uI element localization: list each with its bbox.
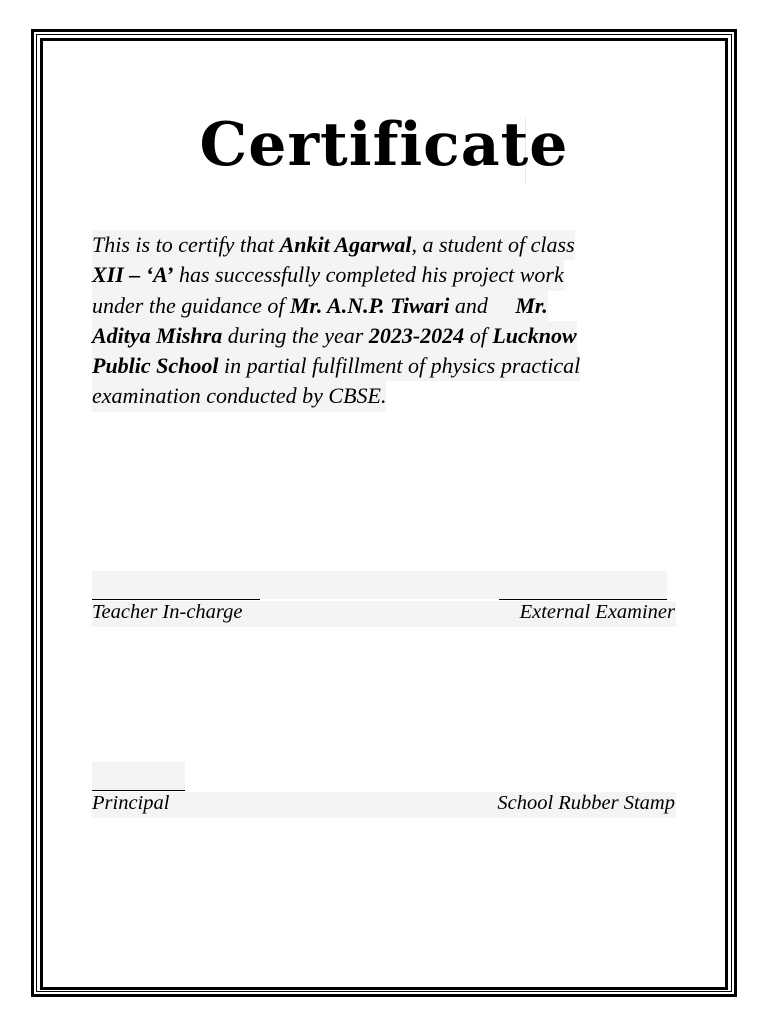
examiner-signature-line <box>499 571 667 600</box>
teacher-incharge-label: Teacher In-charge <box>92 601 243 623</box>
body-line-1: This is to certify that Ankit Agarwal, a student of class <box>92 230 575 260</box>
guide-name-2: Aditya Mishra <box>92 322 223 348</box>
teacher-signature-line <box>92 571 260 600</box>
external-examiner-label: External Examiner <box>519 601 675 623</box>
body-line-6: examination conducted by CBSE. <box>92 381 386 411</box>
body-line-3: under the guidance of Mr. A.N.P. Tiwari and Mr. <box>92 291 548 321</box>
principal-signature-line <box>92 762 185 791</box>
principal-label: Principal <box>92 792 170 814</box>
session-year: 2023-2024 <box>368 322 465 348</box>
body-line-5: Public School in partial fulfillment of physics practical <box>92 351 580 381</box>
guide-name-1: Mr. A.N.P. Tiwari <box>289 292 450 318</box>
certificate-title: Certificate <box>199 110 569 180</box>
school-name: Public School <box>92 353 219 379</box>
school-rubber-stamp-label: School Rubber Stamp <box>497 792 675 814</box>
student-name: Ankit Agarwal <box>279 232 412 257</box>
body-line-2: XII – ‘A’ has successfully completed his project work <box>92 260 564 290</box>
certificate-body <box>92 230 672 412</box>
body-line-4: Aditya Mishra during the year 2023-2024 of Lucknow <box>92 321 577 351</box>
class-name: XII – ‘A’ <box>92 262 174 288</box>
